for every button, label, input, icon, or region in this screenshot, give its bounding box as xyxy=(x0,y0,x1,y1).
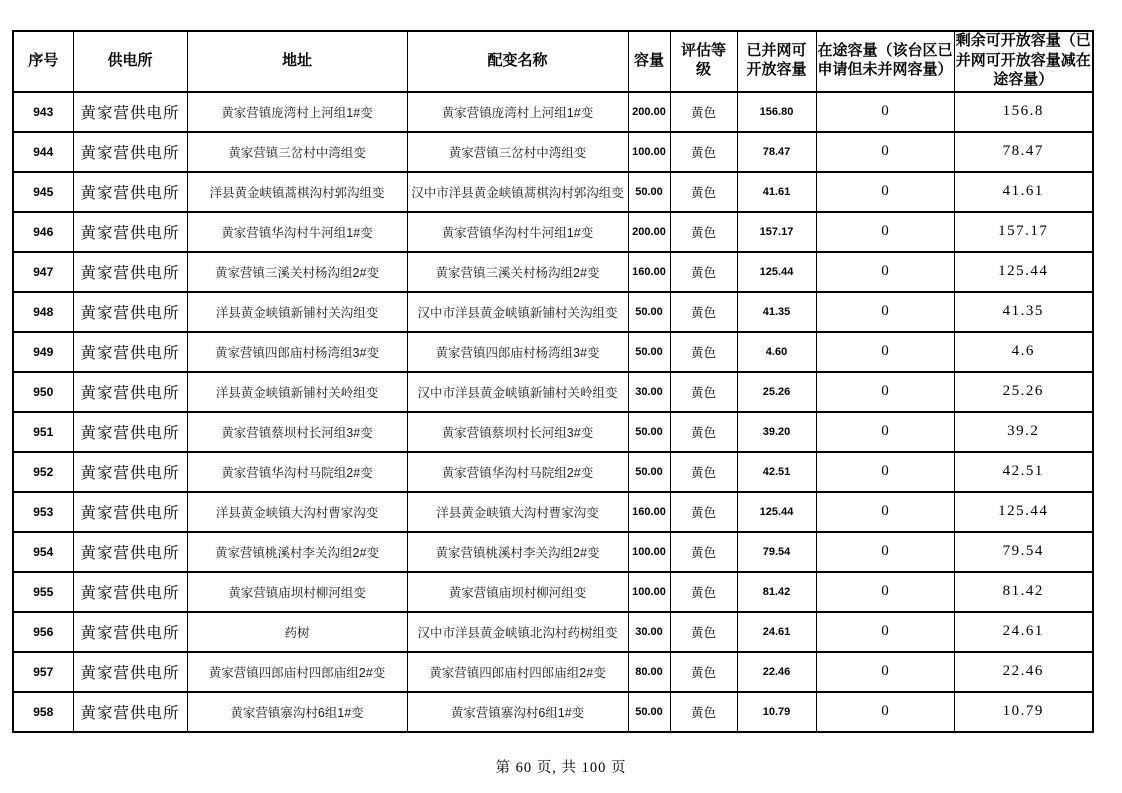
cell-transformer-name: 黄家营镇华沟村牛河组1#变 xyxy=(407,212,628,252)
cell-seq: 952 xyxy=(13,452,73,492)
cell-grade: 黄色 xyxy=(670,532,737,572)
table-row xyxy=(13,452,1093,492)
cell-transit-capacity: 0 xyxy=(816,572,954,612)
cell-station: 黄家营供电所 xyxy=(73,212,187,252)
cell-transit-capacity: 0 xyxy=(816,532,954,572)
cell-remaining-capacity: 81.42 xyxy=(954,572,1093,612)
cell-address: 洋县黄金峡镇蒿棋沟村郭沟组变 xyxy=(187,172,407,212)
table-row xyxy=(13,212,1093,252)
cell-station: 黄家营供电所 xyxy=(73,132,187,172)
cell-transit-capacity: 0 xyxy=(816,252,954,292)
cell-grid-capacity: 156.80 xyxy=(737,92,816,132)
table-header-row xyxy=(13,31,1093,92)
cell-remaining-capacity: 4.6 xyxy=(954,332,1093,372)
cell-station: 黄家营供电所 xyxy=(73,652,187,692)
table-row xyxy=(13,372,1093,412)
cell-grade: 黄色 xyxy=(670,492,737,532)
cell-seq: 950 xyxy=(13,372,73,412)
header-capacity: 容量 xyxy=(628,31,670,92)
cell-transit-capacity: 0 xyxy=(816,212,954,252)
cell-station: 黄家营供电所 xyxy=(73,492,187,532)
cell-capacity: 30.00 xyxy=(628,372,670,412)
cell-transformer-name: 黄家营镇三溪关村杨沟组2#变 xyxy=(407,252,628,292)
cell-remaining-capacity: 79.54 xyxy=(954,532,1093,572)
cell-capacity: 50.00 xyxy=(628,692,670,732)
cell-transformer-name: 汉中市洋县黄金峡镇北沟村药树组变 xyxy=(407,612,628,652)
table-body xyxy=(13,92,1093,732)
table-row xyxy=(13,412,1093,452)
cell-transit-capacity: 0 xyxy=(816,372,954,412)
cell-transit-capacity: 0 xyxy=(816,692,954,732)
cell-grid-capacity: 125.44 xyxy=(737,252,816,292)
cell-remaining-capacity: 125.44 xyxy=(954,252,1093,292)
cell-remaining-capacity: 22.46 xyxy=(954,652,1093,692)
header-seq: 序号 xyxy=(13,31,73,92)
header-grid-capacity: 已并网可开放容量 xyxy=(737,31,816,92)
cell-seq: 953 xyxy=(13,492,73,532)
header-remaining-capacity: 剩余可开放容量（已并网可开放容量减在途容量） xyxy=(954,31,1093,92)
cell-transformer-name: 黄家营镇三岔村中湾组变 xyxy=(407,132,628,172)
cell-grade: 黄色 xyxy=(670,372,737,412)
cell-transformer-name: 洋县黄金峡镇大沟村曹家沟变 xyxy=(407,492,628,532)
cell-station: 黄家营供电所 xyxy=(73,332,187,372)
cell-station: 黄家营供电所 xyxy=(73,612,187,652)
cell-seq: 945 xyxy=(13,172,73,212)
header-station: 供电所 xyxy=(73,31,187,92)
cell-remaining-capacity: 42.51 xyxy=(954,452,1093,492)
table-row xyxy=(13,652,1093,692)
cell-seq: 956 xyxy=(13,612,73,652)
cell-transit-capacity: 0 xyxy=(816,652,954,692)
cell-station: 黄家营供电所 xyxy=(73,572,187,612)
cell-transit-capacity: 0 xyxy=(816,492,954,532)
cell-grade: 黄色 xyxy=(670,252,737,292)
cell-grade: 黄色 xyxy=(670,692,737,732)
cell-transformer-name: 汉中市洋县黄金峡镇新铺村关沟组变 xyxy=(407,292,628,332)
cell-seq: 947 xyxy=(13,252,73,292)
header-grade: 评估等级 xyxy=(670,31,737,92)
cell-transit-capacity: 0 xyxy=(816,332,954,372)
cell-address: 黄家营镇庞湾村上河组1#变 xyxy=(187,92,407,132)
cell-address: 黄家营镇三溪关村杨沟组2#变 xyxy=(187,252,407,292)
header-name: 配变名称 xyxy=(407,31,628,92)
cell-seq: 949 xyxy=(13,332,73,372)
cell-capacity: 50.00 xyxy=(628,332,670,372)
cell-grid-capacity: 41.61 xyxy=(737,172,816,212)
table-row xyxy=(13,572,1093,612)
cell-transit-capacity: 0 xyxy=(816,412,954,452)
cell-station: 黄家营供电所 xyxy=(73,532,187,572)
cell-grid-capacity: 25.26 xyxy=(737,372,816,412)
cell-remaining-capacity: 156.8 xyxy=(954,92,1093,132)
cell-grid-capacity: 39.20 xyxy=(737,412,816,452)
cell-grid-capacity: 79.54 xyxy=(737,532,816,572)
cell-transit-capacity: 0 xyxy=(816,132,954,172)
table-header xyxy=(13,31,1093,92)
cell-capacity: 160.00 xyxy=(628,492,670,532)
cell-remaining-capacity: 125.44 xyxy=(954,492,1093,532)
cell-remaining-capacity: 24.61 xyxy=(954,612,1093,652)
cell-transformer-name: 黄家营镇桃溪村李关沟组2#变 xyxy=(407,532,628,572)
cell-grid-capacity: 157.17 xyxy=(737,212,816,252)
cell-station: 黄家营供电所 xyxy=(73,292,187,332)
cell-grid-capacity: 41.35 xyxy=(737,292,816,332)
cell-grade: 黄色 xyxy=(670,572,737,612)
cell-address: 洋县黄金峡镇新铺村关沟组变 xyxy=(187,292,407,332)
cell-grid-capacity: 4.60 xyxy=(737,332,816,372)
table-row xyxy=(13,92,1093,132)
cell-transformer-name: 黄家营镇四郎庙村四郎庙组2#变 xyxy=(407,652,628,692)
cell-address: 黄家营镇四郎庙村杨湾组3#变 xyxy=(187,332,407,372)
cell-transit-capacity: 0 xyxy=(816,452,954,492)
cell-transit-capacity: 0 xyxy=(816,172,954,212)
cell-capacity: 200.00 xyxy=(628,92,670,132)
table-row xyxy=(13,612,1093,652)
table-row xyxy=(13,532,1093,572)
cell-station: 黄家营供电所 xyxy=(73,452,187,492)
table-row xyxy=(13,332,1093,372)
table-row xyxy=(13,492,1093,532)
cell-grid-capacity: 22.46 xyxy=(737,652,816,692)
cell-grid-capacity: 42.51 xyxy=(737,452,816,492)
table-row xyxy=(13,692,1093,732)
cell-address: 药树 xyxy=(187,612,407,652)
cell-capacity: 50.00 xyxy=(628,452,670,492)
cell-capacity: 100.00 xyxy=(628,572,670,612)
cell-transformer-name: 黄家营镇华沟村马院组2#变 xyxy=(407,452,628,492)
capacity-table xyxy=(12,30,1094,733)
cell-capacity: 50.00 xyxy=(628,172,670,212)
cell-remaining-capacity: 41.61 xyxy=(954,172,1093,212)
cell-grade: 黄色 xyxy=(670,612,737,652)
cell-seq: 946 xyxy=(13,212,73,252)
table-row xyxy=(13,172,1093,212)
cell-transit-capacity: 0 xyxy=(816,292,954,332)
cell-transformer-name: 汉中市洋县黄金峡镇蒿棋沟村郭沟组变 xyxy=(407,172,628,212)
cell-transit-capacity: 0 xyxy=(816,92,954,132)
cell-station: 黄家营供电所 xyxy=(73,372,187,412)
cell-grade: 黄色 xyxy=(670,332,737,372)
cell-grade: 黄色 xyxy=(670,652,737,692)
cell-capacity: 50.00 xyxy=(628,412,670,452)
cell-grid-capacity: 125.44 xyxy=(737,492,816,532)
cell-station: 黄家营供电所 xyxy=(73,252,187,292)
cell-grid-capacity: 10.79 xyxy=(737,692,816,732)
cell-seq: 943 xyxy=(13,92,73,132)
cell-seq: 944 xyxy=(13,132,73,172)
cell-address: 黄家营镇四郎庙村四郎庙组2#变 xyxy=(187,652,407,692)
cell-capacity: 50.00 xyxy=(628,292,670,332)
cell-grade: 黄色 xyxy=(670,212,737,252)
cell-remaining-capacity: 10.79 xyxy=(954,692,1093,732)
cell-grid-capacity: 81.42 xyxy=(737,572,816,612)
cell-transit-capacity: 0 xyxy=(816,612,954,652)
cell-transformer-name: 黄家营镇寨沟村6组1#变 xyxy=(407,692,628,732)
cell-station: 黄家营供电所 xyxy=(73,692,187,732)
cell-grade: 黄色 xyxy=(670,92,737,132)
header-transit-capacity: 在途容量（该台区已申请但未并网容量） xyxy=(816,31,954,92)
cell-station: 黄家营供电所 xyxy=(73,92,187,132)
cell-address: 黄家营镇三岔村中湾组变 xyxy=(187,132,407,172)
table-row xyxy=(13,132,1093,172)
cell-capacity: 200.00 xyxy=(628,212,670,252)
cell-address: 黄家营镇蔡坝村长河组3#变 xyxy=(187,412,407,452)
cell-address: 黄家营镇华沟村马院组2#变 xyxy=(187,452,407,492)
cell-seq: 958 xyxy=(13,692,73,732)
page-number-footer: 第 60 页, 共 100 页 xyxy=(495,760,627,776)
cell-transformer-name: 黄家营镇四郎庙村杨湾组3#变 xyxy=(407,332,628,372)
cell-capacity: 100.00 xyxy=(628,532,670,572)
cell-seq: 948 xyxy=(13,292,73,332)
cell-transformer-name: 汉中市洋县黄金峡镇新铺村关岭组变 xyxy=(407,372,628,412)
cell-address: 黄家营镇桃溪村李关沟组2#变 xyxy=(187,532,407,572)
table-row xyxy=(13,292,1093,332)
cell-grade: 黄色 xyxy=(670,292,737,332)
cell-remaining-capacity: 25.26 xyxy=(954,372,1093,412)
cell-address: 黄家营镇寨沟村6组1#变 xyxy=(187,692,407,732)
cell-capacity: 30.00 xyxy=(628,612,670,652)
cell-remaining-capacity: 41.35 xyxy=(954,292,1093,332)
cell-station: 黄家营供电所 xyxy=(73,412,187,452)
cell-seq: 954 xyxy=(13,532,73,572)
cell-grade: 黄色 xyxy=(670,132,737,172)
cell-seq: 955 xyxy=(13,572,73,612)
cell-grade: 黄色 xyxy=(670,452,737,492)
cell-address: 洋县黄金峡镇大沟村曹家沟变 xyxy=(187,492,407,532)
cell-grade: 黄色 xyxy=(670,172,737,212)
cell-grade: 黄色 xyxy=(670,412,737,452)
cell-capacity: 160.00 xyxy=(628,252,670,292)
cell-remaining-capacity: 39.2 xyxy=(954,412,1093,452)
cell-capacity: 100.00 xyxy=(628,132,670,172)
cell-capacity: 80.00 xyxy=(628,652,670,692)
table-row xyxy=(13,252,1093,292)
cell-address: 洋县黄金峡镇新铺村关岭组变 xyxy=(187,372,407,412)
cell-station: 黄家营供电所 xyxy=(73,172,187,212)
cell-grid-capacity: 78.47 xyxy=(737,132,816,172)
cell-transformer-name: 黄家营镇庙坝村柳河组变 xyxy=(407,572,628,612)
cell-seq: 957 xyxy=(13,652,73,692)
cell-remaining-capacity: 78.47 xyxy=(954,132,1093,172)
cell-transformer-name: 黄家营镇蔡坝村长河组3#变 xyxy=(407,412,628,452)
cell-transformer-name: 黄家营镇庞湾村上河组1#变 xyxy=(407,92,628,132)
cell-grid-capacity: 24.61 xyxy=(737,612,816,652)
cell-address: 黄家营镇华沟村牛河组1#变 xyxy=(187,212,407,252)
cell-seq: 951 xyxy=(13,412,73,452)
cell-address: 黄家营镇庙坝村柳河组变 xyxy=(187,572,407,612)
cell-remaining-capacity: 157.17 xyxy=(954,212,1093,252)
header-address: 地址 xyxy=(187,31,407,92)
